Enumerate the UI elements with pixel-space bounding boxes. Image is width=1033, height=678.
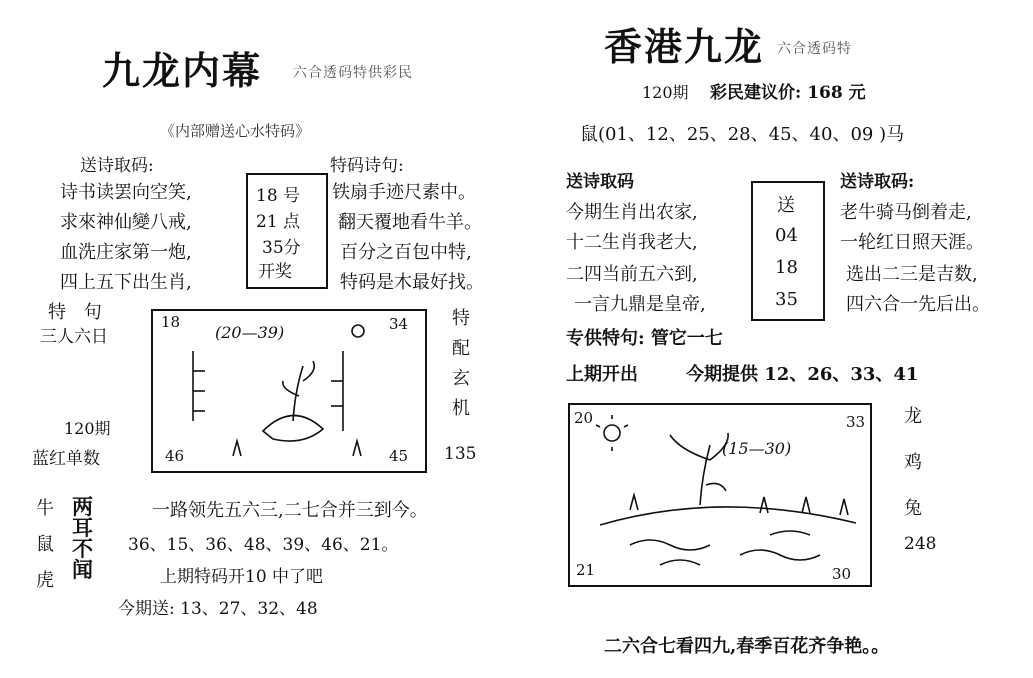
- right-poem-line: 十二生肖我老大,: [566, 232, 698, 253]
- side-char: 兔: [904, 498, 922, 519]
- left-special-label: 特 句: [48, 302, 108, 323]
- side-char: 配: [452, 338, 470, 359]
- right-side-number: 248: [904, 534, 937, 554]
- left-side-number: 135: [444, 444, 477, 464]
- draw-box-line: 18 号: [256, 186, 301, 206]
- right-rat-line: 鼠(01、12、25、28、45、40、09 )马: [580, 124, 905, 145]
- left-line-1: 一路领先五六三,二七合并三到今。: [152, 500, 428, 521]
- big-char: 耳: [72, 515, 93, 540]
- side-char: 特: [452, 308, 470, 329]
- left-hint-line: 特码是木最好找。: [340, 272, 484, 293]
- draw-box-line: 35分: [262, 238, 301, 258]
- pic-number-bottom-left: 46: [165, 447, 185, 465]
- left-poem-line: 四上五下出生肖,: [60, 272, 192, 293]
- left-draw-time-box: [246, 173, 328, 289]
- pic-number-top-left: 20: [574, 409, 594, 427]
- left-zodiac-column: [36, 494, 54, 592]
- left-hint-label: 特码诗句:: [330, 156, 404, 176]
- pic-number-bottom-right: 30: [832, 565, 852, 583]
- side-char: 机: [452, 398, 470, 419]
- draw-box-line: 开奖: [258, 262, 292, 282]
- big-char: 两: [72, 494, 93, 519]
- left-title: 九龙内幕: [102, 48, 263, 93]
- right-footer: 二六合七看四九,春季百花齐争艳。。: [604, 636, 890, 657]
- right-hint-line: 选出二三是吉数,: [846, 264, 978, 285]
- left-color-label: 蓝红单数: [32, 449, 100, 469]
- right-this-offer: 今期提供 12、26、33、41: [686, 364, 919, 385]
- left-poem-line: 血洗庄家第一炮,: [60, 242, 192, 263]
- plant-sketch-icon: [153, 311, 425, 471]
- left-special-text: 三人六日: [40, 327, 108, 347]
- right-side-vertical: [904, 402, 922, 520]
- pic-number-top-right: 34: [389, 315, 409, 333]
- right-hint-picture: [568, 403, 872, 587]
- pic-range: (20—39): [215, 323, 285, 342]
- right-special: 专供特句: 管它一七: [566, 328, 723, 349]
- right-subtitle: 六合透码特: [777, 41, 852, 57]
- left-line-2: 36、15、36、48、39、46、21。: [128, 535, 399, 555]
- send-box-line: 35: [775, 289, 798, 310]
- left-line-3: 上期特码开10 中了吧: [160, 567, 324, 587]
- left-line-4: 今期送: 13、27、32、48: [118, 599, 318, 619]
- side-char: 玄: [452, 368, 470, 389]
- right-period: 120期: [642, 83, 689, 102]
- send-box-line: 04: [775, 225, 798, 246]
- pic-number-bottom-left: 21: [576, 561, 596, 579]
- left-hint-line: 翻天覆地看牛羊。: [338, 212, 482, 233]
- zodiac-char: 虎: [36, 570, 54, 591]
- send-box-line: 送: [777, 195, 795, 216]
- draw-box-line: 21 点: [256, 212, 301, 232]
- side-char: 龙: [904, 406, 922, 427]
- big-char: 不: [72, 536, 93, 561]
- right-title: 香港九龙: [604, 24, 765, 69]
- pic-number-top-left: 18: [161, 313, 181, 331]
- left-poem-line: 求來神仙變八戒,: [60, 212, 192, 233]
- left-hint-line: 百分之百包中特,: [340, 242, 472, 263]
- right-poem-line: 二四当前五六到,: [566, 264, 698, 285]
- right-poem-label: 送诗取码: [566, 172, 634, 192]
- left-big-vertical: [72, 496, 93, 580]
- right-send-box: [751, 181, 825, 321]
- right-price: 彩民建议价: 168 元: [710, 83, 866, 103]
- send-box-line: 18: [775, 257, 798, 278]
- left-side-vertical: [452, 304, 470, 420]
- right-hint-line: 老牛骑马倒着走,: [840, 202, 972, 223]
- right-poem-line: 今期生肖出农家,: [566, 202, 698, 223]
- left-period: 120期: [64, 419, 111, 438]
- left-poem-line: 诗书读罢向空笑,: [60, 182, 192, 203]
- left-hint-picture: [151, 309, 427, 473]
- zodiac-char: 牛: [36, 498, 54, 519]
- pic-number-top-right: 33: [846, 413, 866, 431]
- right-last-label: 上期开出: [566, 364, 638, 385]
- pic-range: (15—30): [722, 439, 792, 458]
- pic-number-bottom-right: 45: [389, 447, 409, 465]
- big-char: 闻: [72, 557, 93, 582]
- right-poem-line: 一言九鼎是皇帝,: [574, 294, 706, 315]
- right-hint-line: 一轮红日照天涯。: [840, 232, 984, 253]
- island-sketch-icon: [570, 405, 870, 585]
- left-hint-line: 铁扇手迹尺素中。: [332, 182, 476, 203]
- right-hint-label: 送诗取码:: [840, 172, 915, 192]
- left-subtitle: 六合透码特供彩民: [293, 65, 413, 81]
- left-header-line: 《内部赠送心水特码》: [160, 122, 311, 140]
- side-char: 鸡: [904, 452, 922, 473]
- right-hint-line: 四六合一先后出。: [846, 294, 990, 315]
- zodiac-char: 鼠: [36, 534, 54, 555]
- left-poem-label: 送诗取码:: [80, 156, 154, 176]
